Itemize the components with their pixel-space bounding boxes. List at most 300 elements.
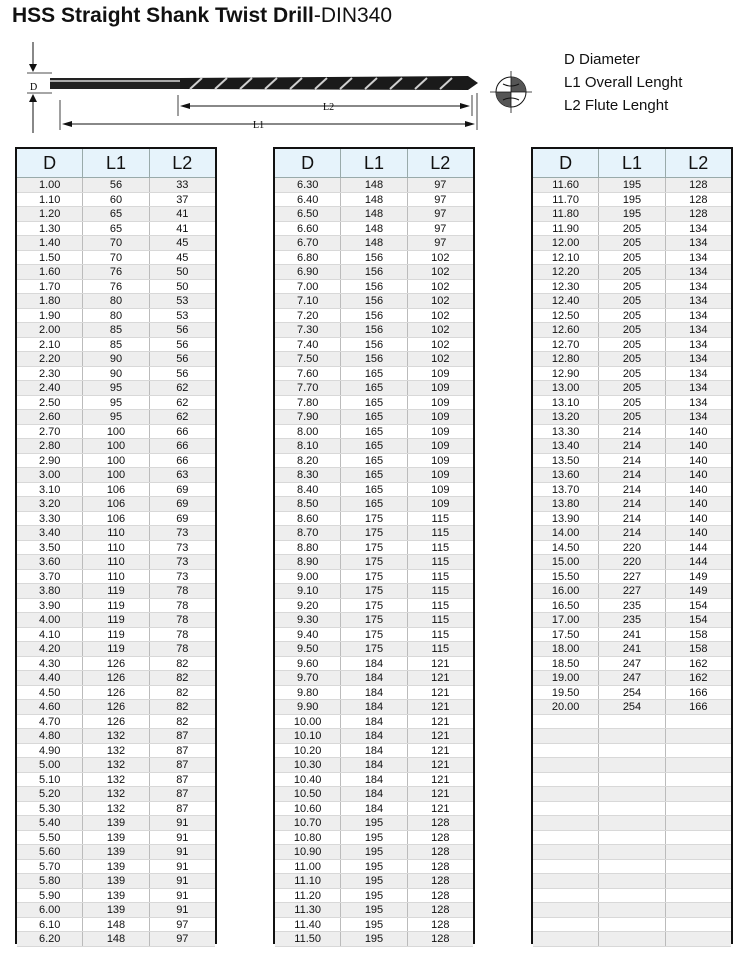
overall-length-cell: 132 [82, 744, 148, 758]
flute-length-cell: 134 [665, 323, 731, 337]
overall-length-cell [598, 889, 664, 903]
overall-length-cell: 184 [340, 729, 406, 743]
diameter-cell [533, 932, 598, 946]
overall-length-cell: 184 [340, 686, 406, 700]
diameter-cell: 13.60 [551, 469, 580, 481]
size-table-3 [531, 147, 733, 944]
table-row [17, 207, 215, 222]
diameter-cell: 9.50 [296, 643, 319, 655]
flute-length-cell: 121 [407, 744, 473, 758]
diameter-cell: 5.80 [38, 875, 61, 887]
table-row [17, 541, 215, 556]
diameter-cell: 2.30 [38, 367, 61, 380]
header-l2: L2 [665, 149, 731, 177]
table-row [17, 497, 215, 512]
flute-length-cell: 109 [407, 410, 473, 424]
overall-length-cell: 156 [340, 265, 406, 279]
diameter-cell: 13.00 [551, 382, 580, 394]
flute-length-cell [665, 831, 731, 845]
diameter-cell: 16.50 [551, 599, 580, 612]
overall-length-cell: 247 [598, 657, 664, 671]
flute-length-cell: 166 [665, 686, 731, 700]
overall-length-cell: 70 [82, 251, 148, 265]
flute-length-cell: 82 [149, 657, 215, 671]
flute-length-cell: 149 [665, 570, 731, 584]
diameter-cell: 8.40 [296, 483, 319, 496]
size-table-2 [273, 147, 475, 944]
overall-length-cell: 165 [340, 367, 406, 381]
flute-length-cell: 109 [407, 381, 473, 395]
overall-length-cell: 195 [340, 889, 406, 903]
table-row [17, 686, 215, 701]
overall-length-cell: 195 [340, 860, 406, 874]
table-row [275, 555, 473, 570]
flute-length-cell: 144 [665, 555, 731, 569]
table-row [17, 338, 215, 353]
flute-length-cell: 154 [665, 613, 731, 627]
flute-length-cell [665, 715, 731, 729]
diameter-cell: 11.90 [552, 222, 580, 235]
table-row [275, 860, 473, 875]
overall-length-cell: 235 [598, 599, 664, 613]
diameter-cell: 9.70 [296, 672, 319, 684]
table-row [275, 338, 473, 353]
flute-length-cell: 102 [407, 309, 473, 323]
diameter-cell: 5.50 [38, 831, 61, 844]
drill-end-view [490, 71, 532, 113]
table-row [533, 903, 731, 918]
table-row [275, 744, 473, 759]
diameter-cell: 6.10 [38, 918, 61, 931]
flute-length-cell: 109 [407, 439, 473, 453]
diameter-cell: 5.60 [38, 846, 61, 858]
flute-length-cell: 121 [407, 758, 473, 772]
table-row [17, 816, 215, 831]
overall-length-cell: 110 [82, 555, 148, 569]
flute-length-cell: 128 [407, 874, 473, 888]
flute-length-cell: 128 [407, 889, 473, 903]
overall-length-cell: 95 [82, 381, 148, 395]
overall-length-cell [598, 831, 664, 845]
flute-length-cell [665, 758, 731, 772]
diameter-cell: 13.70 [551, 483, 580, 496]
table-row [275, 918, 473, 933]
diameter-cell: 7.90 [296, 411, 319, 423]
table-row [275, 671, 473, 686]
table-row [533, 613, 731, 628]
diameter-cell: 10.20 [293, 744, 322, 757]
overall-length-cell: 165 [340, 497, 406, 511]
header-l1: L1 [598, 149, 664, 177]
overall-length-cell: 139 [82, 845, 148, 859]
table-row [275, 178, 473, 193]
flute-length-cell: 134 [665, 236, 731, 250]
diameter-cell: 7.70 [296, 382, 319, 394]
overall-length-cell [598, 816, 664, 830]
overall-length-cell: 95 [82, 396, 148, 410]
flute-length-cell: 115 [407, 555, 473, 569]
table-row [275, 439, 473, 454]
flute-length-cell: 109 [407, 468, 473, 482]
flute-length-cell: 97 [149, 932, 215, 946]
table-row [275, 265, 473, 280]
overall-length-cell: 85 [82, 323, 148, 337]
overall-length-cell: 100 [82, 468, 148, 482]
diameter-cell: 6.00 [38, 904, 61, 916]
flute-length-cell: 66 [149, 439, 215, 453]
flute-length-cell: 53 [149, 294, 215, 308]
diameter-cell [533, 758, 598, 772]
diameter-cell: 3.50 [38, 541, 61, 554]
diameter-cell: 9.90 [296, 701, 319, 713]
overall-length-cell: 76 [82, 280, 148, 294]
diameter-cell: 9.10 [296, 585, 319, 597]
diameter-cell: 1.40 [38, 237, 61, 249]
diameter-cell: 1.70 [38, 280, 61, 293]
diameter-cell: 4.60 [38, 701, 61, 713]
diameter-cell: 13.80 [551, 498, 580, 510]
table-row [275, 483, 473, 498]
overall-length-cell: 139 [82, 889, 148, 903]
diameter-cell: 5.90 [38, 889, 61, 902]
diameter-cell: 7.30 [296, 324, 319, 336]
flute-length-cell: 97 [149, 918, 215, 932]
diameter-cell: 1.60 [38, 266, 61, 278]
table-row [533, 729, 731, 744]
flute-length-cell: 62 [149, 396, 215, 410]
diameter-cell: 5.10 [38, 773, 61, 786]
flute-length-cell: 56 [149, 352, 215, 366]
diameter-cell: 3.70 [38, 570, 61, 583]
table-row [275, 613, 473, 628]
flute-length-cell: 109 [407, 425, 473, 439]
overall-length-cell: 241 [598, 642, 664, 656]
diameter-cell: 12.70 [551, 338, 580, 351]
table-row [17, 715, 215, 730]
diameter-cell: 10.90 [293, 846, 322, 858]
overall-length-cell: 156 [340, 338, 406, 352]
table-row [533, 555, 731, 570]
table-row [533, 671, 731, 686]
overall-length-cell: 227 [598, 584, 664, 598]
flute-length-cell: 73 [149, 570, 215, 584]
flute-length-cell: 50 [149, 265, 215, 279]
overall-length-cell: 156 [340, 323, 406, 337]
overall-length-cell [598, 758, 664, 772]
diameter-cell: 2.70 [38, 425, 61, 438]
table-row [533, 323, 731, 338]
overall-length-cell: 106 [82, 512, 148, 526]
diameter-cell: 18.50 [551, 657, 580, 670]
flute-length-cell: 121 [407, 671, 473, 685]
diameter-cell [533, 903, 598, 917]
d-dimension-label: D [30, 82, 38, 93]
overall-length-cell [598, 715, 664, 729]
flute-length-cell: 121 [407, 686, 473, 700]
diameter-cell: 10.60 [293, 802, 322, 815]
diameter-cell [533, 744, 598, 758]
flute-length-cell: 73 [149, 541, 215, 555]
table-row [533, 294, 731, 309]
flute-length-cell: 140 [665, 454, 731, 468]
diameter-cell: 2.10 [38, 338, 61, 351]
diameter-cell: 11.10 [294, 875, 322, 887]
diameter-cell: 9.00 [296, 570, 319, 583]
flute-length-cell: 53 [149, 309, 215, 323]
overall-length-cell: 184 [340, 744, 406, 758]
overall-length-cell [598, 932, 664, 946]
table-row [17, 700, 215, 715]
overall-length-cell: 214 [598, 526, 664, 540]
table-row [533, 918, 731, 933]
diameter-cell: 1.90 [38, 309, 61, 322]
overall-length-cell: 110 [82, 570, 148, 584]
table-row [275, 468, 473, 483]
table-row [533, 657, 731, 672]
diameter-cell: 4.50 [38, 686, 61, 699]
diameter-cell: 2.40 [38, 382, 61, 394]
overall-length-cell [598, 787, 664, 801]
table-row [533, 410, 731, 425]
table-row [17, 367, 215, 382]
table-row [533, 584, 731, 599]
flute-length-cell: 128 [407, 903, 473, 917]
overall-length-cell: 195 [598, 207, 664, 221]
flute-length-cell: 128 [665, 178, 731, 192]
table-row [275, 280, 473, 295]
table-row [17, 744, 215, 759]
table-row [533, 831, 731, 846]
table-row [275, 715, 473, 730]
overall-length-cell: 214 [598, 468, 664, 482]
table-body [275, 178, 473, 947]
diameter-cell: 13.30 [551, 425, 580, 438]
table-row [17, 845, 215, 860]
flute-length-cell: 63 [149, 468, 215, 482]
table-row [275, 193, 473, 208]
overall-length-cell: 126 [82, 657, 148, 671]
flute-length-cell: 121 [407, 715, 473, 729]
overall-length-cell [598, 845, 664, 859]
flute-length-cell: 69 [149, 497, 215, 511]
diameter-cell: 4.30 [38, 657, 61, 670]
overall-length-cell: 119 [82, 642, 148, 656]
diameter-cell: 11.80 [552, 208, 580, 220]
table-row [17, 454, 215, 469]
overall-length-cell [598, 860, 664, 874]
table-row [17, 439, 215, 454]
overall-length-cell: 205 [598, 338, 664, 352]
table-row [533, 599, 731, 614]
table-row [533, 178, 731, 193]
flute-length-cell: 78 [149, 628, 215, 642]
diameter-cell: 10.50 [293, 788, 322, 800]
diameter-cell: 3.90 [38, 599, 61, 612]
diameter-cell: 7.20 [296, 309, 319, 322]
overall-length-cell: 214 [598, 454, 664, 468]
diameter-cell: 8.80 [296, 541, 319, 554]
table-row [275, 642, 473, 657]
overall-length-cell: 184 [340, 787, 406, 801]
overall-length-cell: 205 [598, 294, 664, 308]
flute-length-cell: 128 [407, 816, 473, 830]
flute-length-cell: 115 [407, 512, 473, 526]
flute-length-cell: 134 [665, 396, 731, 410]
table-row [275, 831, 473, 846]
overall-length-cell: 205 [598, 280, 664, 294]
table-row [17, 773, 215, 788]
overall-length-cell: 254 [598, 700, 664, 714]
flute-length-cell: 97 [407, 193, 473, 207]
flute-length-cell: 109 [407, 483, 473, 497]
flute-length-cell: 134 [665, 410, 731, 424]
diameter-cell: 3.10 [38, 483, 61, 496]
table-row [275, 294, 473, 309]
overall-length-cell: 156 [340, 251, 406, 265]
diameter-cell [533, 860, 598, 874]
overall-length-cell: 205 [598, 222, 664, 236]
overall-length-cell: 205 [598, 410, 664, 424]
table-row [275, 526, 473, 541]
diameter-cell: 8.20 [296, 454, 319, 467]
flute-length-cell: 134 [665, 381, 731, 395]
diameter-cell: 19.50 [551, 686, 580, 699]
overall-length-cell: 165 [340, 410, 406, 424]
diameter-cell: 10.70 [293, 817, 322, 829]
overall-length-cell: 56 [82, 178, 148, 192]
flute-length-cell: 115 [407, 526, 473, 540]
flute-length-cell: 82 [149, 700, 215, 714]
diameter-cell: 2.50 [38, 396, 61, 409]
diameter-cell: 9.30 [296, 614, 319, 626]
overall-length-cell: 165 [340, 425, 406, 439]
size-table-1 [15, 147, 217, 944]
flute-length-cell: 128 [407, 831, 473, 845]
diameter-cell: 15.00 [551, 556, 580, 568]
page-title [12, 4, 392, 28]
overall-length-cell: 195 [340, 816, 406, 830]
overall-length-cell: 205 [598, 396, 664, 410]
diameter-cell: 13.50 [551, 454, 580, 467]
flute-length-cell: 78 [149, 599, 215, 613]
flute-length-cell: 66 [149, 425, 215, 439]
overall-length-cell: 175 [340, 526, 406, 540]
flute-length-cell [665, 860, 731, 874]
overall-length-cell: 195 [598, 193, 664, 207]
header-d: D [301, 153, 315, 173]
table-row [275, 396, 473, 411]
overall-length-cell: 156 [340, 309, 406, 323]
diameter-cell: 8.10 [296, 440, 319, 452]
flute-length-cell: 41 [149, 207, 215, 221]
overall-length-cell: 184 [340, 802, 406, 816]
legend [564, 48, 682, 117]
diameter-cell [533, 773, 598, 787]
overall-length-cell: 184 [340, 700, 406, 714]
overall-length-cell: 175 [340, 555, 406, 569]
table-row [533, 570, 731, 585]
overall-length-cell: 254 [598, 686, 664, 700]
diameter-cell: 1.30 [38, 222, 61, 235]
table-row [275, 454, 473, 469]
flute-length-cell [665, 903, 731, 917]
overall-length-cell: 100 [82, 439, 148, 453]
legend-l2: L2 Flute Lenght [564, 97, 669, 114]
table-row [275, 236, 473, 251]
overall-length-cell: 148 [340, 222, 406, 236]
diameter-cell: 12.80 [551, 353, 580, 365]
diameter-cell: 9.20 [296, 599, 319, 612]
diameter-cell: 12.90 [551, 367, 580, 380]
flute-length-cell: 87 [149, 729, 215, 743]
diameter-cell: 7.80 [296, 396, 319, 409]
overall-length-cell: 195 [340, 874, 406, 888]
flute-length-cell: 97 [407, 207, 473, 221]
flute-length-cell: 87 [149, 773, 215, 787]
table-header [275, 149, 473, 178]
flute-length-cell: 97 [407, 178, 473, 192]
diameter-cell: 9.60 [296, 657, 319, 670]
diameter-cell: 3.60 [38, 556, 61, 568]
overall-length-cell: 165 [340, 396, 406, 410]
table-row [275, 729, 473, 744]
diameter-cell: 2.20 [38, 353, 61, 365]
table-row [275, 599, 473, 614]
diameter-cell: 5.20 [38, 788, 61, 800]
flute-length-cell: 134 [665, 367, 731, 381]
overall-length-cell: 165 [340, 483, 406, 497]
diameter-cell: 12.50 [551, 309, 580, 322]
table-row [17, 512, 215, 527]
table-row [533, 715, 731, 730]
table-row [17, 410, 215, 425]
flute-length-cell: 56 [149, 323, 215, 337]
overall-length-cell: 106 [82, 497, 148, 511]
table-row [533, 468, 731, 483]
diameter-cell: 18.00 [551, 643, 580, 655]
diameter-cell: 4.40 [38, 672, 61, 684]
overall-length-cell [598, 874, 664, 888]
overall-length-cell: 205 [598, 309, 664, 323]
overall-length-cell: 148 [82, 918, 148, 932]
overall-length-cell: 175 [340, 613, 406, 627]
flute-length-cell: 121 [407, 773, 473, 787]
table-row [275, 309, 473, 324]
table-row [275, 512, 473, 527]
flute-length-cell: 121 [407, 657, 473, 671]
overall-length-cell: 184 [340, 671, 406, 685]
flute-length-cell [665, 802, 731, 816]
table-row [275, 323, 473, 338]
overall-length-cell: 195 [340, 845, 406, 859]
diameter-cell: 11.60 [552, 179, 580, 191]
flute-length-cell: 78 [149, 584, 215, 598]
diameter-cell: 8.00 [296, 425, 319, 438]
table-row [17, 802, 215, 817]
diameter-cell: 10.40 [293, 773, 322, 786]
overall-length-cell: 100 [82, 454, 148, 468]
table-row [17, 236, 215, 251]
table-row [533, 512, 731, 527]
diameter-cell: 1.00 [38, 179, 61, 191]
flute-length-cell: 82 [149, 671, 215, 685]
diameter-cell: 13.10 [551, 396, 580, 409]
flute-length-cell: 102 [407, 251, 473, 265]
table-row [17, 425, 215, 440]
diameter-cell: 7.60 [296, 367, 319, 380]
diameter-cell: 12.40 [551, 295, 580, 307]
diameter-cell: 7.50 [296, 353, 319, 365]
